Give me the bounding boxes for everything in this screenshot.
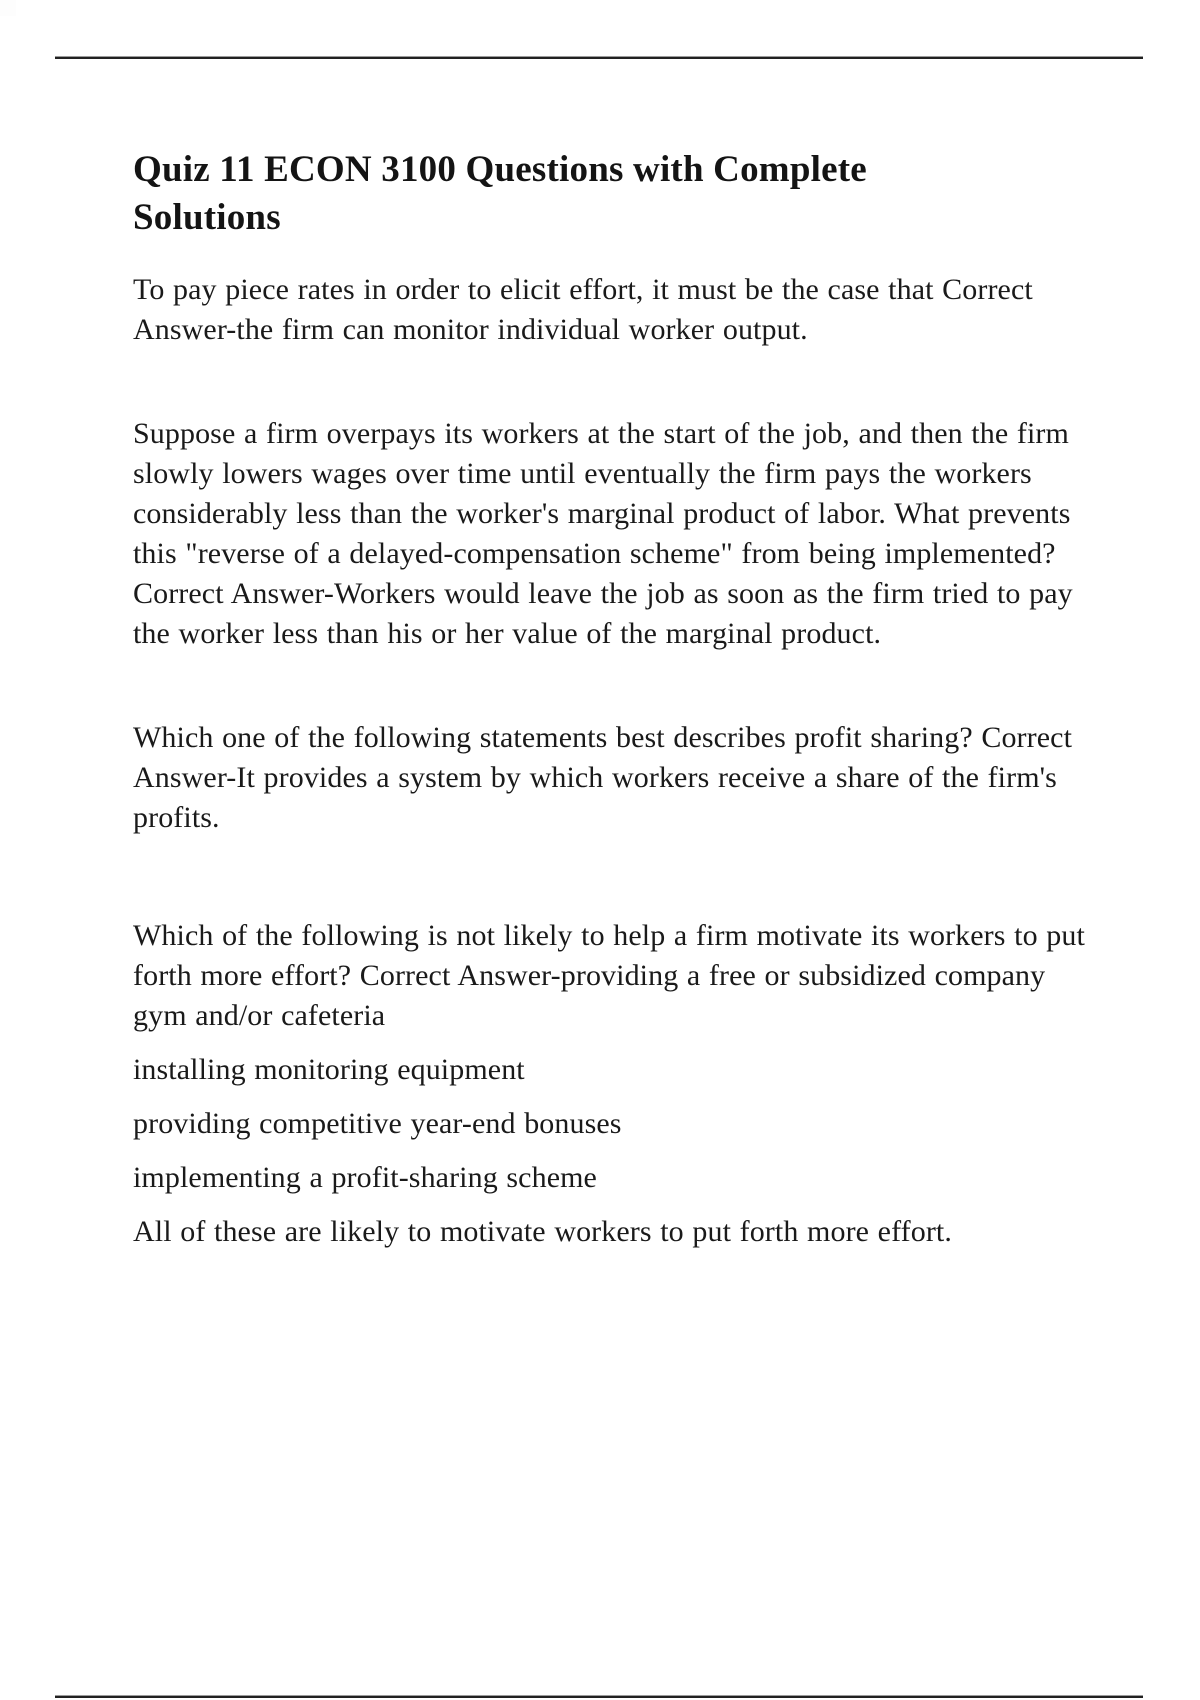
qa-paragraph-profit-sharing: Which one of the following statements best describes profit sharing? Correct Answer-It provides a system by which workers receive a share of the firm's profits. bbox=[133, 721, 1073, 834]
qa-paragraph-motivate-workers: Which of the following is not likely to help a firm motivate its workers to put forth more effort? Correct Answer-providing a free or subsidized company gym and/or cafeteria bbox=[133, 919, 1085, 1032]
top-rule bbox=[55, 56, 1143, 59]
answer-option-monitoring-equipment: installing monitoring equipment bbox=[133, 1053, 525, 1086]
page-title-line1: Quiz 11 ECON 3100 Questions with Complete bbox=[133, 149, 867, 190]
page-corner-artifact bbox=[0, 0, 16, 16]
document-content bbox=[133, 146, 1085, 1266]
answer-option-all-of-these: All of these are likely to motivate workers to put forth more effort. bbox=[133, 1215, 952, 1248]
page-title-line2: Solutions bbox=[133, 197, 281, 238]
qa-paragraph-piece-rates: To pay piece rates in order to elicit effort, it must be the case that Correct Answer-the firm can monitor individual worker output. bbox=[133, 273, 1033, 346]
answer-option-profit-sharing-scheme: implementing a profit-sharing scheme bbox=[133, 1161, 597, 1194]
bottom-rule bbox=[55, 1695, 1143, 1698]
qa-paragraph-delayed-compensation: Suppose a firm overpays its workers at the start of the job, and then the firm slowly lowers wages over time until eventually the firm pays the workers considerably less than the worker's marginal product of labor. What prevents this "reverse of a delayed-compensation scheme" from being implemented? Correct Answer-Workers would leave the job as soon as the firm tried to pay the worker less than his or her value of the marginal product. bbox=[133, 417, 1073, 650]
answer-option-year-end-bonuses: providing competitive year-end bonuses bbox=[133, 1107, 622, 1140]
page-title bbox=[133, 146, 1085, 242]
